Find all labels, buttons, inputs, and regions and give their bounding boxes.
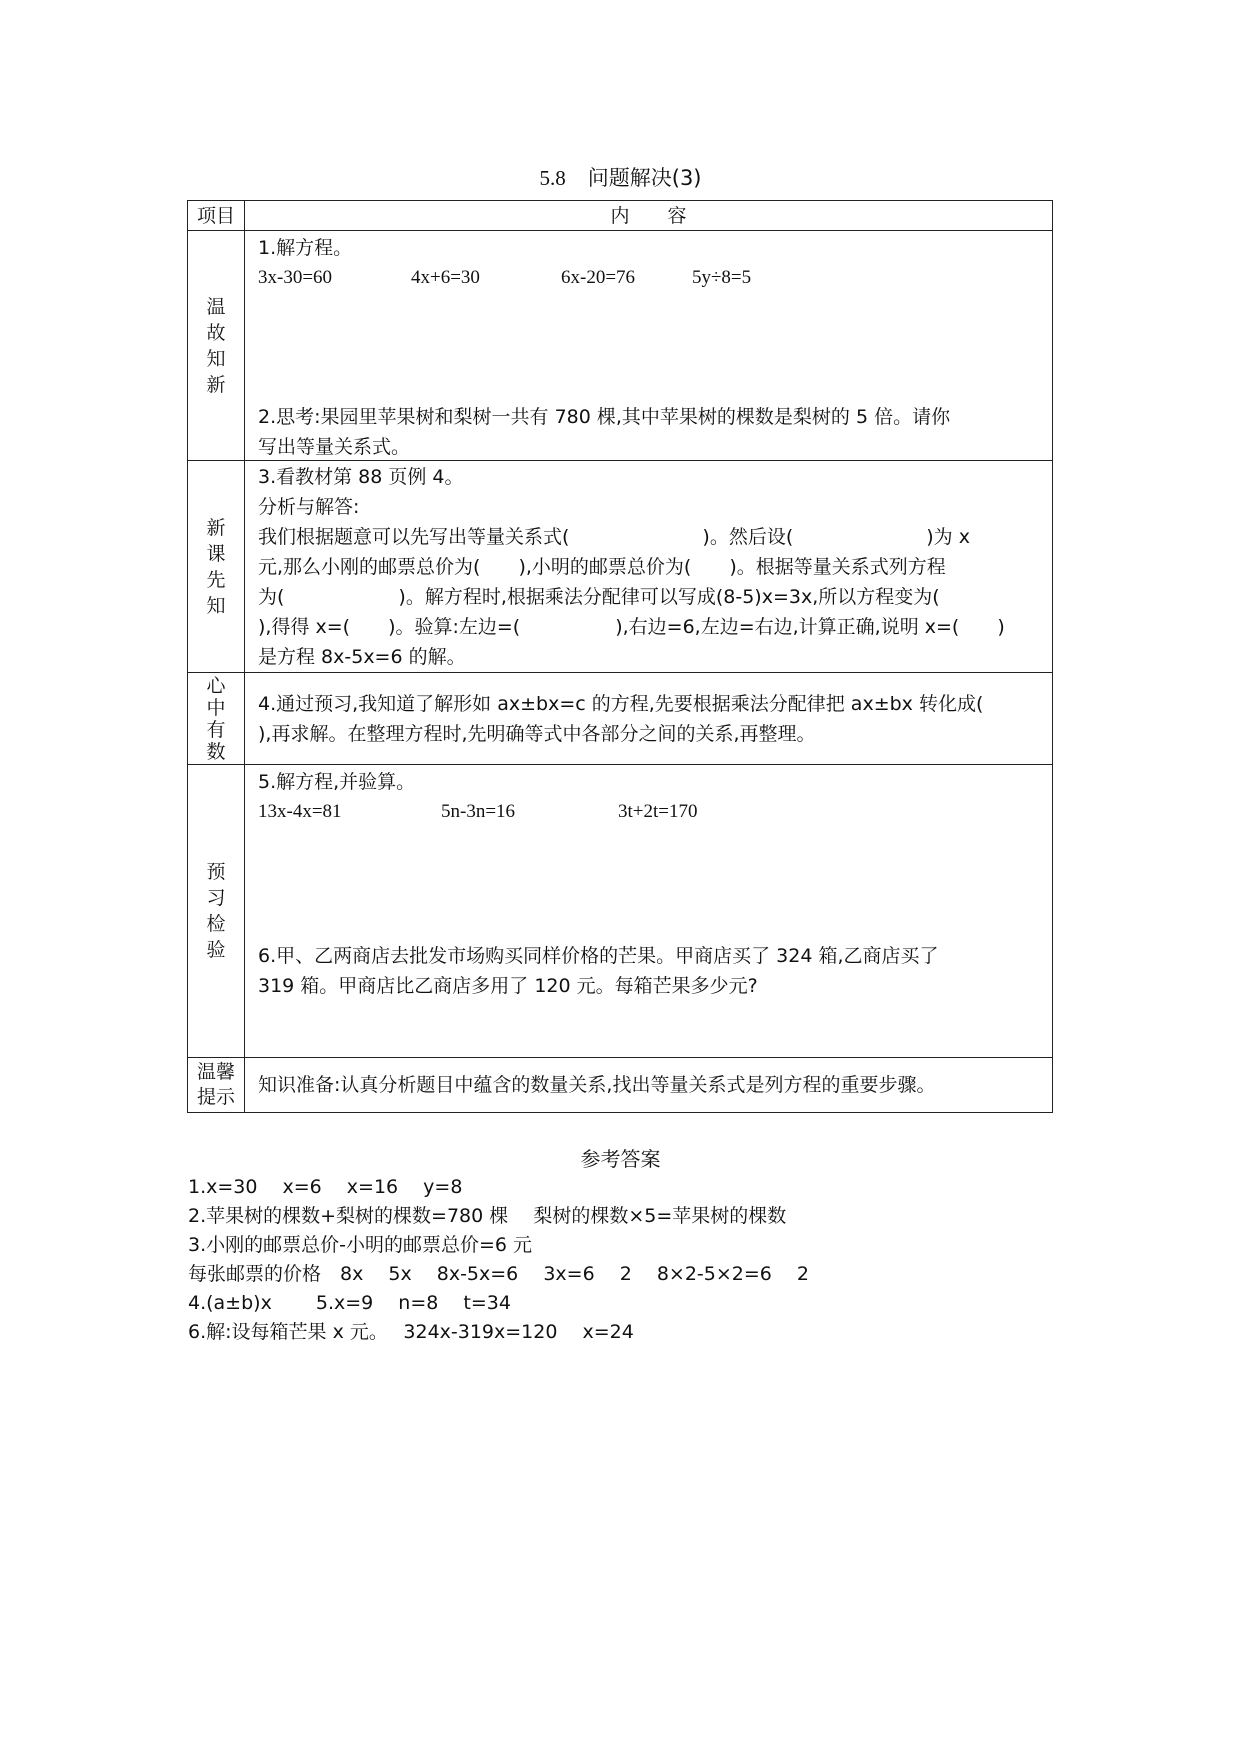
section-label-review	[188, 231, 244, 460]
lesson-number: 5.8	[539, 166, 566, 190]
answer-line: 6.解:设每箱芒果 x 元。 324x-319x=120 x=24	[188, 1321, 634, 1343]
equation: 3t+2t=170	[618, 801, 698, 822]
answers-title: 参考答案	[580, 1147, 661, 1171]
tip-text: 知识准备:认真分析题目中蕴含的数量关系,找出等量关系式是列方程的重要步骤。	[258, 1074, 936, 1096]
label-char: 预	[206, 861, 226, 883]
question-2-line: 2.思考:果园里苹果树和梨树一共有 780 棵,其中苹果树的棵数是梨树的 5 倍。请你	[258, 406, 951, 428]
section-label-preview	[188, 765, 244, 1057]
equation: 3x-30=60	[258, 267, 333, 288]
text-line: 4.通过预习,我知道了解形如 ax±bx=c 的方程,先要根据乘法分配律把 ax±bx 转化成(	[258, 693, 984, 715]
answer-line: 4.(a±b)x 5.x=9 n=8 t=34	[188, 1292, 511, 1314]
section-new	[258, 462, 1040, 672]
label-char: 知	[206, 347, 226, 370]
header-item: 项目	[196, 205, 235, 227]
answer-line: 3.小刚的邮票总价-小明的邮票总价=6 元	[188, 1234, 533, 1256]
label-char: 故	[206, 321, 226, 344]
text-line: 是方程 8x-5x=6 的解。	[258, 646, 466, 668]
label-char: 数	[206, 740, 226, 763]
equation: 13x-4x=81	[258, 801, 342, 822]
label-char: 课	[206, 542, 226, 565]
text-line: 为( )。解方程时,根据乘法分配律可以写成(8-5)x=3x,所以方程变为(	[258, 586, 940, 608]
table-column-divider	[244, 200, 245, 1113]
page-title	[0, 162, 1241, 192]
table-row-divider	[187, 764, 1053, 765]
section-preview	[258, 767, 1040, 827]
label-char: 中	[206, 696, 226, 719]
table-row-divider	[187, 1057, 1053, 1058]
question-1-title: 1.解方程。	[258, 237, 353, 259]
label-char: 温	[206, 295, 226, 318]
label-char: 习	[206, 887, 226, 909]
label-char: 验	[206, 939, 226, 961]
table-row-divider	[187, 672, 1053, 673]
equation: 5y÷8=5	[692, 267, 752, 288]
question-6	[258, 941, 1040, 1001]
section-mind	[258, 689, 1040, 749]
question-6-line: 319 箱。甲商店比乙商店多用了 120 元。每箱芒果多少元?	[258, 975, 758, 997]
question-1-equations	[258, 263, 1040, 293]
question-6-line: 6.甲、乙两商店去批发市场购买同样价格的芒果。甲商店买了 324 箱,乙商店买了	[258, 945, 939, 967]
equation: 5n-3n=16	[441, 801, 516, 822]
question-5-equations	[258, 797, 1040, 827]
section-tip	[258, 1070, 1040, 1100]
label-char: 提示	[196, 1086, 235, 1108]
table-row-divider	[187, 230, 1053, 231]
section-label-mind	[188, 673, 244, 764]
question-2-line: 写出等量关系式。	[258, 436, 411, 458]
label-char: 新	[206, 516, 226, 539]
text-line: 3.看教材第 88 页例 4。	[258, 466, 464, 488]
label-char: 检	[206, 913, 226, 935]
answer-line: 2.苹果树的棵数+梨树的棵数=780 棵 梨树的棵数×5=苹果树的棵数	[188, 1205, 787, 1227]
text-line: 元,那么小刚的邮票总价为( ),小明的邮票总价为( )。根据等量关系式列方程	[258, 556, 946, 578]
question-5-title: 5.解方程,并验算。	[258, 771, 416, 793]
text-line: 我们根据题意可以先写出等量关系式( )。然后设( )为 x	[258, 526, 970, 548]
lesson-title: 问题解决(3)	[587, 166, 702, 190]
answers-list	[188, 1173, 1048, 1347]
label-char: 心	[206, 674, 226, 697]
text-line: 分析与解答:	[258, 496, 360, 518]
equation: 4x+6=30	[411, 267, 480, 288]
section-review	[258, 233, 1040, 293]
label-char: 有	[206, 718, 226, 741]
answer-line: 1.x=30 x=6 x=16 y=8	[188, 1176, 463, 1198]
label-char: 知	[206, 594, 226, 617]
label-char: 新	[206, 373, 226, 396]
label-char: 先	[206, 568, 226, 591]
text-line: ),再求解。在整理方程时,先明确等式中各部分之间的关系,再整理。	[258, 723, 816, 745]
question-2	[258, 402, 1040, 462]
section-label-tip	[188, 1058, 244, 1112]
answer-line: 每张邮票的价格 8x 5x 8x-5x=6 3x=6 2 8×2-5×2=6 2	[188, 1263, 810, 1285]
header-content: 内 容	[610, 205, 687, 227]
text-line: ),得得 x=( )。验算:左边=( ),右边=6,左边=右边,计算正确,说明 x=( )	[258, 616, 1005, 638]
label-char: 温馨	[196, 1061, 235, 1083]
section-label-new	[188, 461, 244, 672]
equation: 6x-20=76	[561, 267, 636, 288]
